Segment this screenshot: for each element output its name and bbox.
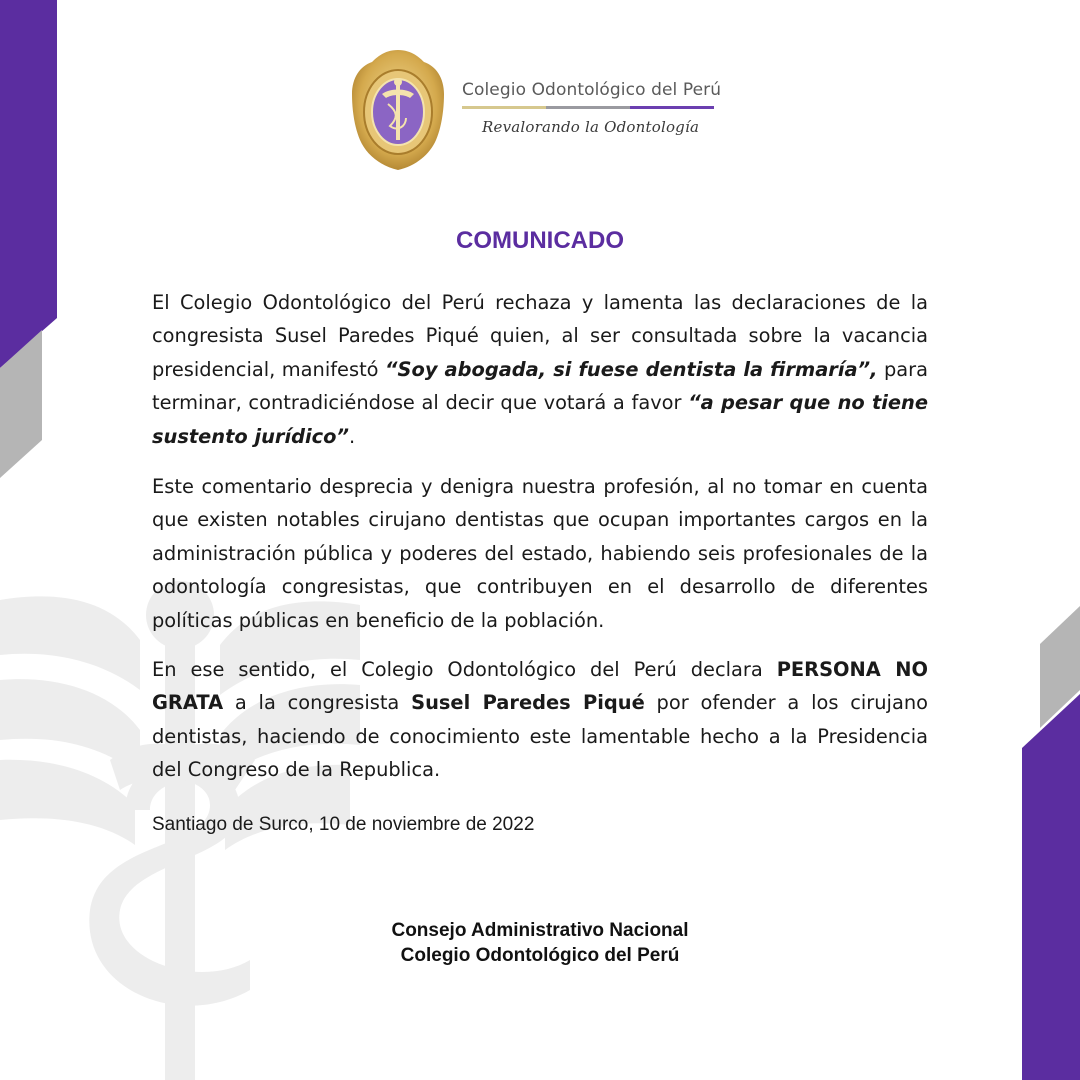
p3-text-c: por ofender a los cirujano dentistas, haciendo de conocimiento este lamentable hecho a la Presidencia del Congreso de la Republica.: [152, 691, 928, 782]
p3-bold-2: Susel Paredes Piqué: [411, 691, 645, 715]
p3-text-a: En ese sentido, el Colegio Odontológico del Perú declara: [152, 658, 777, 681]
date-line: Santiago de Surco, 10 de noviembre de 2022: [152, 814, 535, 835]
p3-bold-1: PERSONA NO GRATA: [152, 658, 928, 715]
p1-text-c: .: [348, 424, 356, 448]
paragraph-1: [152, 286, 928, 453]
seal-logo-icon: [350, 48, 446, 172]
paragraph-2: Este comentario desprecia y denigra nuestra profesión, al no tomar en cuenta que existen notables cirujano dentistas que ocupan importantes cargos en la administración pública y poderes del estado, habiendo seis profesionales de la odontología congresistas, que contribuyen en el desarrollo de diferentes políticas públicas en beneficio de la población.: [152, 475, 928, 632]
signature-block: [0, 918, 1080, 968]
p3-text-b: a la congresista: [223, 691, 412, 715]
paragraph-3: [152, 653, 928, 787]
p1-quote-2: “a pesar que no tiene sustento jurídico”: [152, 391, 928, 448]
signature-line-1: Consejo Administrativo Nacional: [391, 920, 689, 941]
signature-line-2: Colegio Odontológico del Perú: [400, 945, 680, 966]
org-name: Colegio Odontológico del Perú: [462, 80, 722, 100]
header-logo: [350, 48, 730, 178]
corner-band-purple-right: [1022, 694, 1080, 1080]
p1-quote-1: “Soy abogada, si fuese dentista la firmaría”,: [385, 357, 878, 381]
org-name-underline: [462, 106, 714, 109]
corner-band-purple-left: [0, 0, 57, 368]
tagline: Revalorando la Odontología: [482, 118, 700, 136]
page-title: COMUNICADO: [456, 227, 624, 254]
p1-text-a: El Colegio Odontológico del Perú rechaza y lamenta las declaraciones de la congresista Susel Paredes Piqué quien, al ser consultada sobre la vacancia presidencial, manifestó: [152, 291, 928, 381]
p1-text-b: para terminar, contradiciéndose al decir que votará a favor: [152, 357, 928, 415]
